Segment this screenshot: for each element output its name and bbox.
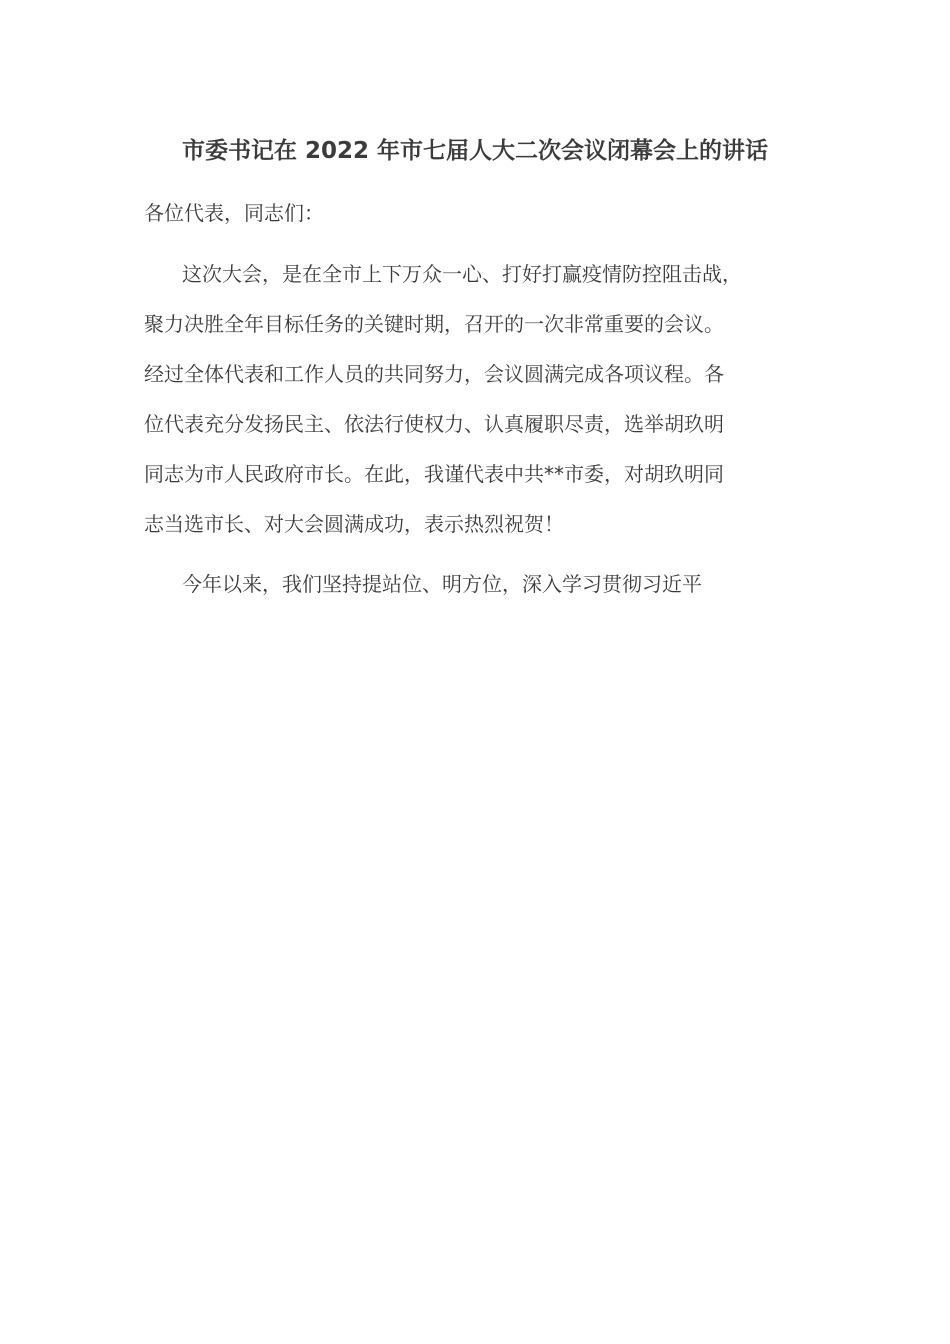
paragraph-line: 经过全体代表和工作人员的共同努力，会议圆满完成各项议程。各: [144, 362, 724, 386]
document-title: 市委书记在 2022 年市七届人大二次会议闭幕会上的讲话: [181, 138, 769, 164]
paragraph-1: [144, 258, 844, 558]
paragraph-line: 这次大会，是在全市上下万众一心、打好打赢疫情防控阻击战，: [182, 262, 742, 286]
paragraph-line: 同志为市人民政府市长。在此，我谨代表中共**市委，对胡玖明同: [144, 462, 724, 486]
paragraph-line: 志当选市长、对大会圆满成功，表示热烈祝贺！: [144, 512, 564, 536]
paragraph-2: [144, 568, 844, 618]
paragraph-line: 位代表充分发扬民主、依法行使权力、认真履职尽责，选举胡玖明: [144, 412, 724, 436]
salutation: 各位代表，同志们：: [144, 201, 324, 225]
paragraph-line: 聚力决胜全年目标任务的关键时期，召开的一次非常重要的会议。: [144, 312, 724, 336]
paragraph-line: 今年以来，我们坚持提站位、明方位，深入学习贯彻习近平: [182, 572, 702, 596]
